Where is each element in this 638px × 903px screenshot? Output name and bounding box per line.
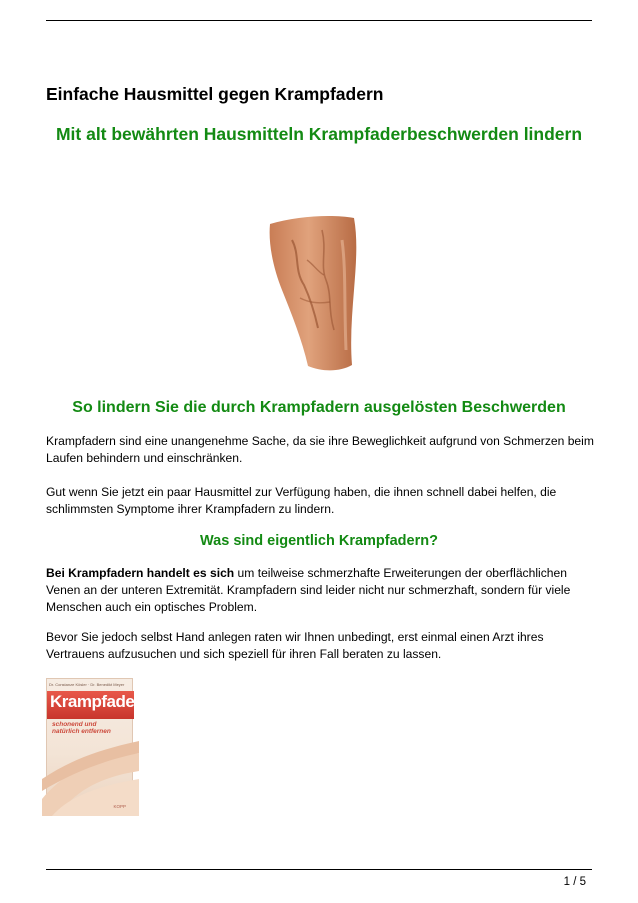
book-subtitle: schonend und natürlich entfernen <box>52 721 111 735</box>
subheading-what-are: Was sind eigentlich Krampfadern? <box>200 533 438 549</box>
book-authors: Dr. Constanze Kösler · Dr. Benedikt Meyer <box>49 682 125 687</box>
paragraph-definition-rest: um teilweise schmerzhafte Erweiterungen der oberflächlichen Venen an der unteren Extremität. Krampfadern sind leider nicht nur schmerzhaft, sondern für viele Menschen auch ein optisches Problem. <box>46 566 571 614</box>
book-title: Krampfadern <box>50 692 151 711</box>
paragraph-definition-bold: Bei Krampfadern handelt es sich <box>46 566 235 580</box>
leg-illustration <box>252 210 382 380</box>
book-publisher: KOPP <box>113 804 126 809</box>
page-number: 1 / 5 <box>563 876 586 888</box>
paragraph-doctor-advice: Bevor Sie jedoch selbst Hand anlegen raten wir Ihnen unbedingt, erst einmal einen Arzt ihres Vertrauens aufzusuchen und sich speziell für ihren Fall beraten zu lassen. <box>46 630 544 661</box>
page-subtitle: Mit alt bewährten Hausmitteln Krampfaderbeschwerden lindern <box>55 124 583 144</box>
page-title: Einfache Hausmittel gegen Krampfadern <box>46 84 384 104</box>
book-cover-image <box>46 678 151 815</box>
header-rule <box>46 20 592 21</box>
paragraph-remedies: Gut wenn Sie jetzt ein paar Hausmittel zur Verfügung haben, die ihnen schnell dabei helfen, die schlimmsten Symptome ihrer Krampfadern zu lindern. <box>46 485 557 516</box>
footer-rule <box>46 869 592 870</box>
section-heading: So lindern Sie die durch Krampfadern ausgelösten Beschwerden <box>72 399 566 416</box>
paragraph-definition <box>46 565 596 616</box>
leg-illustration-graphic <box>252 210 382 375</box>
paragraph-intro: Krampfadern sind eine unangenehme Sache, da sie ihre Beweglichkeit aufgrund von Schmerzen beim Laufen behindern und einschränken. <box>46 434 594 465</box>
